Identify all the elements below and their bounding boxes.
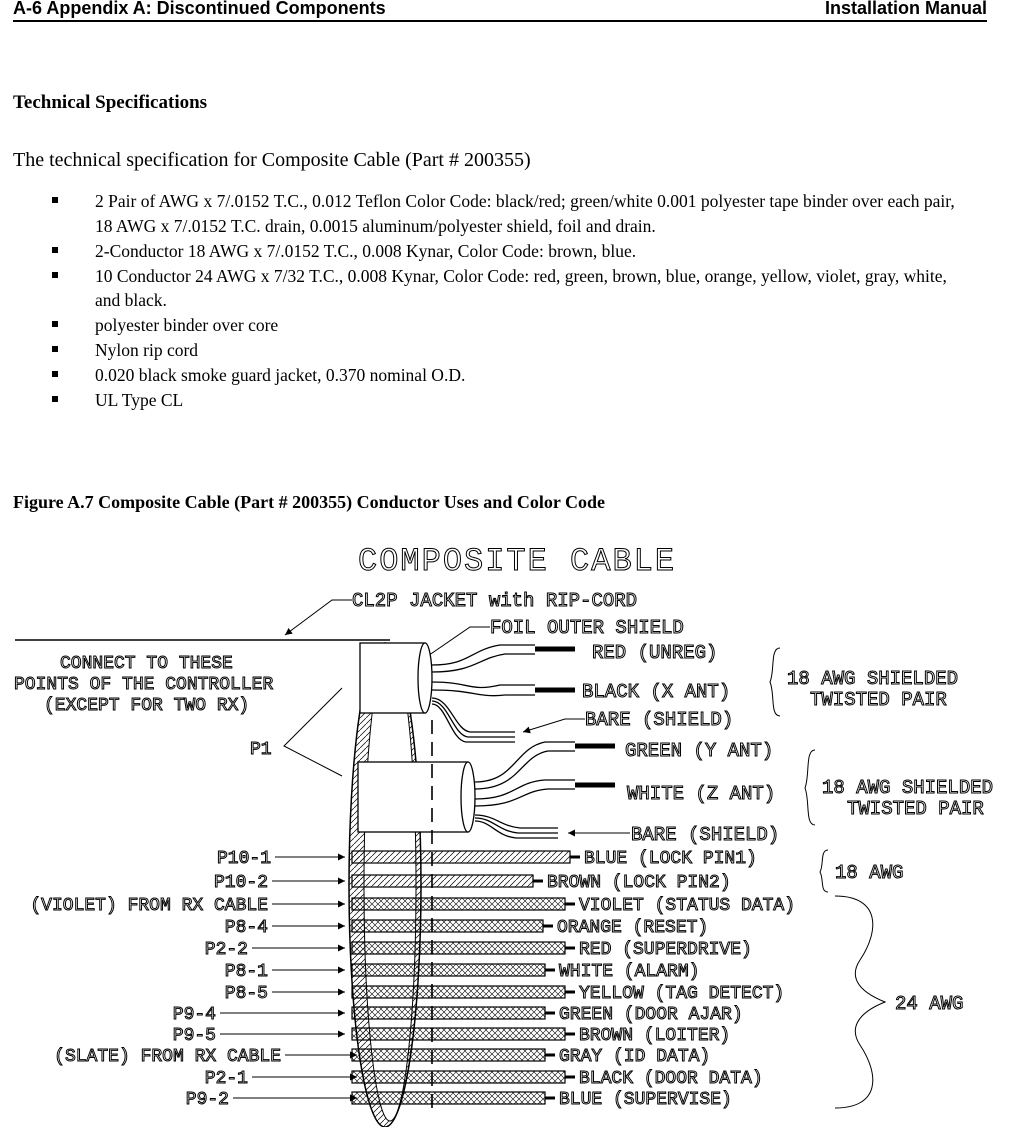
conductor-connection-label: (SLATE) FROM RX CABLE <box>54 1047 281 1067</box>
header-section-title: A-6 Appendix A: Discontinued Components <box>13 0 386 18</box>
conductor-bar <box>352 851 570 863</box>
conductor-bar <box>352 920 543 932</box>
awg24-label: 24 AWG <box>895 993 964 1015</box>
bullet-icon <box>52 346 58 352</box>
spec-item-text: 10 Conductor 24 AWG x 7/32 T.C., 0.008 Kynar, Color Code: red, green, brown, blue, orange, yellow, violet, gray, white, and black. <box>95 265 947 310</box>
conductor-bar <box>352 986 565 998</box>
spec-list <box>47 189 967 413</box>
conductor-connection-label: P8-4 <box>224 918 268 938</box>
conductor-connection-label: (VIOLET) FROM RX CABLE <box>30 896 268 916</box>
pair1-group-line-1: 18 AWG SHIELDED <box>787 668 959 690</box>
conductor-color-label: ORANGE (RESET) <box>557 918 709 938</box>
spec-item-text: Nylon rip cord <box>95 340 199 360</box>
spec-item <box>47 363 967 388</box>
spec-item-text: polyester binder over core <box>95 315 279 335</box>
conductor-bar <box>352 964 545 976</box>
diagram-title: COMPOSITE CABLE <box>358 543 677 580</box>
conductor-bar <box>352 1028 565 1040</box>
conductor-bar <box>352 1092 545 1104</box>
foil-label: FOIL OUTER SHIELD <box>490 617 684 639</box>
awg18-label: 18 AWG <box>835 862 904 884</box>
bullet-icon <box>52 272 58 278</box>
pair2-wire-bare: BARE (SHIELD) <box>631 824 780 846</box>
figure-caption: Figure A.7 Composite Cable (Part # 200355) Conductor Uses and Color Code <box>13 492 605 512</box>
conductor-color-label: YELLOW (TAG DETECT) <box>579 984 785 1004</box>
spec-item <box>47 264 967 313</box>
pair1-brace <box>770 648 780 716</box>
conductor-connection-label: P9-5 <box>172 1026 216 1046</box>
bullet-icon <box>52 396 58 402</box>
jacket-leader <box>285 600 352 635</box>
conductor-color-label: BLUE (LOCK PIN1) <box>584 849 757 869</box>
conductor-bar <box>352 942 565 954</box>
pair2-wire-green: GREEN (Y ANT) <box>625 740 774 762</box>
conductor-connection-label: P2-1 <box>204 1069 248 1089</box>
connect-note-line-1: CONNECT TO THESE <box>60 654 233 674</box>
spec-item-text: UL Type CL <box>95 390 184 410</box>
pair1-bare-leader <box>523 719 585 732</box>
connect-note-line-3: (EXCEPT FOR TWO RX) <box>44 696 250 716</box>
conductor-bar <box>352 1049 545 1061</box>
foil-leader <box>422 627 490 660</box>
header-manual-title: Installation Manual <box>824 0 987 18</box>
conductor-connection-label: P9-2 <box>185 1090 229 1110</box>
pair2-group-line-2: TWISTED PAIR <box>847 798 984 820</box>
conductor-bar <box>352 898 565 910</box>
conductor-color-label: VIOLET (STATUS DATA) <box>579 896 796 916</box>
bullet-icon <box>52 197 58 203</box>
spec-item-text: 2 Pair of AWG x 7/.0152 T.C., 0.012 Teflon Color Code: black/red; green/white 0.001 polyester tape binder over each pair, 18 AWG x 7/.0152 T.C. drain, 0.0015 aluminum/polyester shield, foil and drain. <box>95 191 955 236</box>
pair2-group-line-1: 18 AWG SHIELDED <box>822 777 994 799</box>
intro-text: The technical specification for Composite Cable (Part # 200355) <box>13 149 531 171</box>
spec-item <box>47 313 967 338</box>
bullet-icon <box>52 371 58 377</box>
conductor-connection-label: P8-1 <box>224 962 268 982</box>
conductor-color-label: BLUE (SUPERVISE) <box>559 1090 732 1110</box>
conductor-color-label: BROWN (LOCK PIN2) <box>547 873 731 893</box>
jacket-label: CL2P JACKET with RIP-CORD <box>352 590 638 612</box>
conductor-color-label: GRAY (ID DATA) <box>559 1047 711 1067</box>
p1-wedge <box>284 688 342 776</box>
pair2-wire-white: WHITE (Z ANT) <box>627 783 776 805</box>
conductor-connection-label: P10-2 <box>213 873 268 893</box>
pair2-brace <box>805 750 815 825</box>
spec-item <box>47 388 967 413</box>
section-title: Technical Specifications <box>13 92 208 113</box>
spec-item <box>47 189 967 238</box>
spec-item <box>47 239 967 264</box>
conductor-connection-label: P8-5 <box>224 984 268 1004</box>
conductor-bar <box>352 1007 545 1019</box>
pair1-wire-bare: BARE (SHIELD) <box>585 709 734 731</box>
conductor-connection-label: P2-2 <box>204 940 248 960</box>
conductor-bar <box>352 875 533 887</box>
page-header <box>13 0 987 22</box>
spec-item-text: 0.020 black smoke guard jacket, 0.370 nominal O.D. <box>95 365 466 385</box>
conductor-connection-label: P10-1 <box>216 849 271 869</box>
conductor-color-label: WHITE (ALARM) <box>559 962 700 982</box>
conductor-connection-label: P9-4 <box>172 1005 216 1025</box>
awg18-brace <box>820 850 828 892</box>
conductor-color-label: GREEN (DOOR AJAR) <box>559 1005 743 1025</box>
connect-note-line-2: POINTS OF THE CONTROLLER <box>14 675 274 695</box>
awg24-brace <box>835 896 885 1108</box>
spec-item <box>47 338 967 363</box>
pair1-wire-red: RED (UNREG) <box>592 642 718 664</box>
p1-label: P1 <box>250 740 272 760</box>
composite-cable-diagram <box>0 520 1028 1127</box>
bullet-icon <box>52 247 58 253</box>
conductor-color-label: BLACK (DOOR DATA) <box>579 1069 763 1089</box>
bullet-icon <box>52 321 58 327</box>
pair1-wire-black: BLACK (X ANT) <box>582 681 731 703</box>
conductor-bar <box>352 1071 565 1083</box>
conductor-color-label: RED (SUPERDRIVE) <box>579 940 752 960</box>
conductor-color-label: BROWN (LOITER) <box>579 1026 731 1046</box>
pair1-group-line-2: TWISTED PAIR <box>810 689 947 711</box>
spec-item-text: 2-Conductor 18 AWG x 7/.0152 T.C., 0.008 Kynar, Color Code: brown, blue. <box>95 240 637 261</box>
